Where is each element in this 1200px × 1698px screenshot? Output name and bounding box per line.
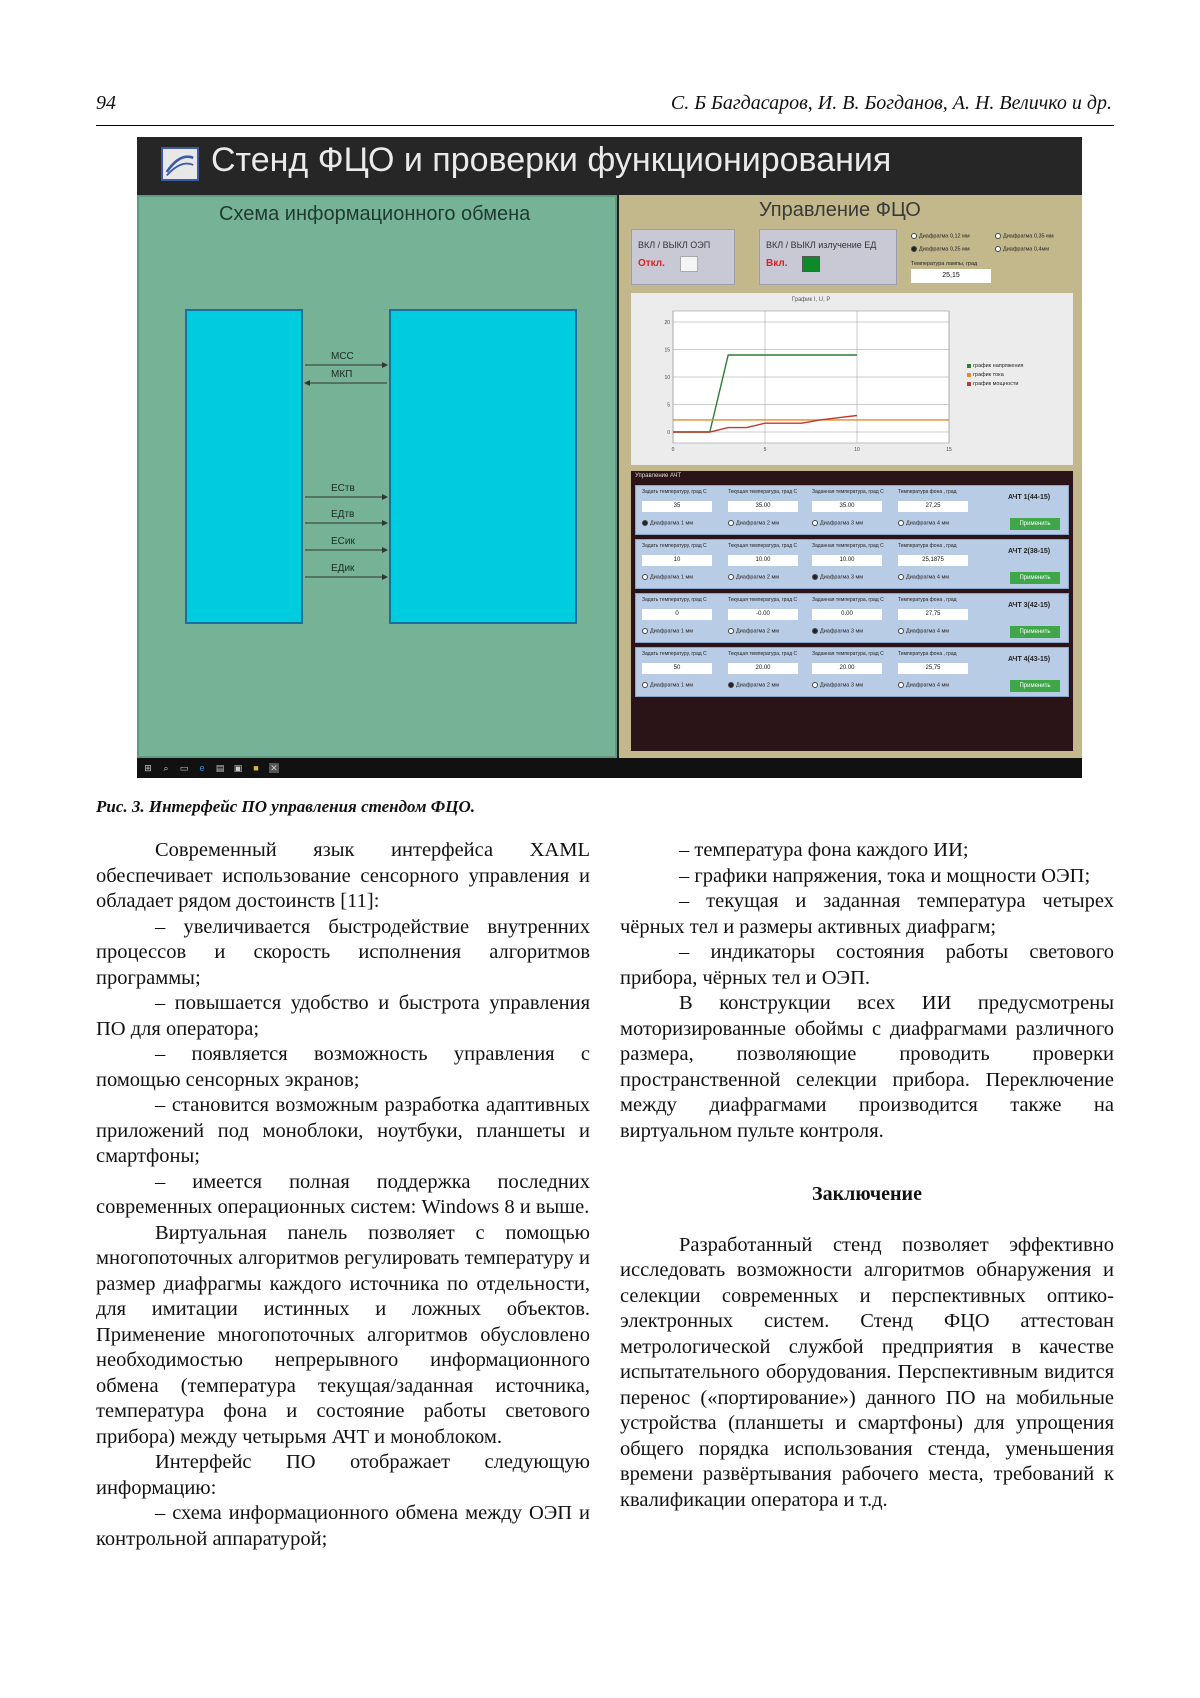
paragraph: Виртуальная панель позволяет с помощью многопоточных алгоритмов регулировать температуру и размер диафрагмы каждого источника по отдельности, для имитации истинных и ложных объектов. Применение многопоточных алгоритмов обусловлено необходимостью непрерывного информационного обмена (температура текущая/заданная источника, температура фона и состояние работы светового прибора) между четырьмя АЧТ и моноблоком. xyxy=(96,1221,590,1448)
paragraph: – температура фона каждого ИИ; xyxy=(679,839,969,861)
oep-toggle-state: Откл. xyxy=(638,258,665,269)
figure-caption: Рис. 3. Интерфейс ПО управления стендом ФЦО. xyxy=(96,797,475,816)
ach-set-field[interactable]: 50 xyxy=(642,663,712,674)
signal-label: МКП xyxy=(331,369,353,380)
diaphragm-option[interactable]: Диафрагма 0,12 мм xyxy=(911,233,970,239)
ach-row xyxy=(635,539,1069,589)
ach-background-field: 25,75 xyxy=(898,663,968,674)
ach-column-header: Задать температуру, град С xyxy=(642,489,707,495)
paragraph: В конструкции всех ИИ предусмотрены моторизированные обоймы с диафрагмами различного размера, позволяющие проводить проверки пространственной селекции прибора. Переключение между диафрагмами производится также на виртуальном пульте контроля. xyxy=(620,992,1114,1142)
y-tick-label: 0 xyxy=(667,430,670,436)
software-screenshot xyxy=(137,137,1082,778)
ach-set-field[interactable]: 0 xyxy=(642,609,712,620)
radio-icon xyxy=(898,574,904,580)
radio-icon xyxy=(642,574,648,580)
diaphragm-option[interactable]: Диафрагма 0,35 мм xyxy=(995,233,1054,239)
ach-current-field: 35.00 xyxy=(728,501,798,512)
ed-toggle-box xyxy=(759,229,897,285)
ach-column-header: Задать температуру, град С xyxy=(642,651,707,657)
apply-button[interactable]: Применить xyxy=(1010,626,1060,638)
radio-icon xyxy=(911,233,917,239)
ach-diaphragm-option[interactable]: Диафрагма 2 мм xyxy=(728,574,779,580)
radio-icon xyxy=(911,246,917,252)
ach-diaphragm-option[interactable]: Диафрагма 1 мм xyxy=(642,520,693,526)
running-header xyxy=(96,92,1114,126)
chart-title: График I, U, P xyxy=(791,297,831,303)
ed-toggle-switch[interactable] xyxy=(802,256,820,272)
oep-toggle-label: ВКЛ / ВЫКЛ ОЭП xyxy=(638,240,711,250)
oep-toggle-box xyxy=(631,229,735,285)
conclusion-heading: Заключение xyxy=(812,1183,922,1205)
running-authors: С. Б Багдасаров, И. В. Богданов, А. Н. Величко и др. xyxy=(670,92,1112,114)
ach-current-field: 10.00 xyxy=(728,555,798,566)
ach-column-header: Заданная температура, град С xyxy=(812,651,884,657)
x-tick-label: 5 xyxy=(763,447,767,453)
ach-target-field: 10.00 xyxy=(812,555,882,566)
radio-icon xyxy=(812,520,818,526)
ach-diaphragm-option[interactable]: Диафрагма 4 мм xyxy=(898,628,949,634)
diaphragm-option[interactable]: Диафрагма 0,25 мм xyxy=(911,246,970,252)
ach-name: АЧТ 3(42-15) xyxy=(1008,602,1051,609)
x-tick-label: 10 xyxy=(854,447,860,453)
x-tick-label: 15 xyxy=(946,447,952,453)
app-title: Стенд ФЦО и проверки функционирования xyxy=(211,141,892,179)
ach-set-field[interactable]: 10 xyxy=(642,555,712,566)
app-titlebar xyxy=(137,137,1082,195)
ach-row xyxy=(635,647,1069,697)
apply-button[interactable]: Применить xyxy=(1010,680,1060,692)
ach-diaphragm-option[interactable]: Диафрагма 1 мм xyxy=(642,628,693,634)
ach-column-header: Задать температуру, град С xyxy=(642,543,707,549)
y-tick-label: 10 xyxy=(664,375,670,381)
chart-legend xyxy=(967,363,1024,390)
ach-diaphragm-option[interactable]: Диафрагма 3 мм xyxy=(812,682,863,688)
radio-icon xyxy=(995,246,1001,252)
ach-diaphragm-option[interactable]: Диафрагма 1 мм xyxy=(642,574,693,580)
ach-column-header: Текущая температура, град С xyxy=(728,543,798,549)
ach-target-field: 0.00 xyxy=(812,609,882,620)
lamp-temp-label: Температура лампы, град xyxy=(911,261,978,267)
ach-column-header: Текущая температура, град С xyxy=(728,651,798,657)
device-block-right xyxy=(389,309,577,624)
ach-diaphragm-option[interactable]: Диафрагма 4 мм xyxy=(898,520,949,526)
info-exchange-title: Схема информационного обмена xyxy=(219,203,531,225)
y-tick-label: 15 xyxy=(664,347,670,354)
ach-panel-title: Управление АЧТ xyxy=(635,473,682,479)
signal-label: ЕДик xyxy=(331,563,355,574)
conclusion-paragraph: Разработанный стенд позволяет эффективно исследовать возможности алгоритмов обнаружения и селекции современных и перспективных оптико-электронных систем. Стенд ФЦО аттестован метрологической службой предприятия в качестве испытательного оборудования. Перспективным видится перенос («портирование») данного ПО на мобильные устройства (планшеты и смартфоны) для упрощения общего порядка использования стенда, уменьшения времени развёртывания рабочего места, требований к квалификации оператора и т.д. xyxy=(620,1233,1114,1511)
ach-diaphragm-option[interactable]: Диафрагма 2 мм xyxy=(728,682,779,688)
paragraph: – становится возможным разработка адаптивных приложений под моноблоки, ноутбуки, планшеты и смартфоны; xyxy=(96,1094,590,1167)
radio-icon xyxy=(898,628,904,634)
ach-diaphragm-option[interactable]: Диафрагма 1 мм xyxy=(642,682,693,688)
start-icon[interactable]: ⊞ xyxy=(144,763,152,773)
radio-icon xyxy=(728,574,734,580)
signal-label: ЕСик xyxy=(331,536,355,547)
legend-item: график напряжения xyxy=(967,363,1024,369)
store-icon[interactable]: ▣ xyxy=(233,763,243,773)
ach-diaphragm-option[interactable]: Диафрагма 4 мм xyxy=(898,682,949,688)
ach-current-field: 20.00 xyxy=(728,663,798,674)
radio-icon xyxy=(812,628,818,634)
ach-column-header: Задать температуру, град С xyxy=(642,597,707,603)
radio-icon xyxy=(728,520,734,526)
signal-label: МСС xyxy=(331,351,354,362)
signal-label: ЕСтв xyxy=(331,483,355,494)
y-tick-label: 20 xyxy=(664,320,670,326)
paragraph: – схема информационного обмена между ОЭП и контрольной аппаратурой; xyxy=(96,1502,590,1550)
paragraph: – графики напряжения, тока и мощности ОЭП; xyxy=(679,864,1091,887)
signal-label: ЕДтв xyxy=(331,509,355,520)
radio-icon xyxy=(642,520,648,526)
radio-icon xyxy=(812,682,818,688)
ach-row xyxy=(635,485,1069,535)
info-exchange-panel xyxy=(137,195,617,758)
iup-chart xyxy=(659,307,959,457)
ach-diaphragm-option[interactable]: Диафрагма 3 мм xyxy=(812,574,863,580)
lamp-diaphragm-group xyxy=(899,229,1075,285)
ach-background-field: 27,25 xyxy=(898,501,968,512)
ach-column-header: Заданная температура, град С xyxy=(812,489,884,495)
device-block-left xyxy=(185,309,303,624)
legend-item: график тока xyxy=(967,372,1024,378)
ach-diaphragm-option[interactable]: Диафрагма 4 мм xyxy=(898,574,949,580)
ach-background-field: 27,75 xyxy=(898,609,968,620)
app-logo-icon xyxy=(161,147,199,181)
paragraph: – текущая и заданная температура четырех чёрных тел и размеры активных диафрагм; xyxy=(620,890,1114,938)
radio-icon xyxy=(728,682,734,688)
lamp-temp-field[interactable]: 25,15 xyxy=(911,269,991,283)
radio-icon xyxy=(898,682,904,688)
ed-toggle-label: ВКЛ / ВЫКЛ излучение ЕД xyxy=(766,240,877,250)
ach-background-field: 25,1875 xyxy=(898,555,968,566)
ach-target-field: 20.00 xyxy=(812,663,882,674)
radio-icon xyxy=(812,574,818,580)
ach-column-header: Температура фона , град xyxy=(898,543,957,549)
task-view-icon[interactable]: ▭ xyxy=(179,763,189,773)
radio-icon xyxy=(642,628,648,634)
paragraph: – появляется возможность управления с помощью сенсорных экранов; xyxy=(96,1043,590,1091)
ach-column-header: Текущая температура, град С xyxy=(728,597,798,603)
ach-set-field[interactable]: 35 xyxy=(642,501,712,512)
active-app-icon[interactable]: ✕ xyxy=(270,763,278,773)
radio-icon xyxy=(642,682,648,688)
fco-control-panel xyxy=(619,195,1082,758)
paragraph: – увеличивается быстродействие внутренних процессов и скорость исполнения алгоритмов программы; xyxy=(96,915,590,989)
ach-row xyxy=(635,593,1069,643)
ach-name: АЧТ 4(43-15) xyxy=(1008,656,1051,663)
diaphragm-option[interactable]: Диафрагма 0,4мм xyxy=(995,246,1049,252)
ach-diaphragm-option[interactable]: Диафрагма 2 мм xyxy=(728,520,779,526)
ach-target-field: 35.00 xyxy=(812,501,882,512)
ach-diaphragm-option[interactable]: Диафрагма 3 мм xyxy=(812,520,863,526)
browser-icon[interactable]: e xyxy=(199,763,205,773)
radio-icon xyxy=(728,628,734,634)
ach-name: АЧТ 1(44-15) xyxy=(1008,494,1051,501)
ach-column-header: Заданная температура, град С xyxy=(812,597,884,603)
paragraph: – повышается удобство и быстрота управления ПО для оператора; xyxy=(96,992,590,1040)
ach-column-header: Текущая температура, град С xyxy=(728,489,798,495)
radio-icon xyxy=(995,233,1001,239)
folder-icon[interactable]: ▤ xyxy=(215,763,225,773)
ach-diaphragm-option[interactable]: Диафрагма 3 мм xyxy=(812,628,863,634)
app-icon[interactable]: ■ xyxy=(253,763,259,773)
right-column-body xyxy=(620,838,1114,1144)
paragraph: – имеется полная поддержка последних современных операционных систем: Windows 8 и выше. xyxy=(96,1170,590,1218)
ach-current-field: -0.00 xyxy=(728,609,798,620)
ach-diaphragm-option[interactable]: Диафрагма 2 мм xyxy=(728,628,779,634)
iup-chart-box xyxy=(631,293,1073,465)
paragraph: Современный язык интерфейса XAML обеспечивает использование сенсорного управления и обладает рядом достоинств [11]: xyxy=(96,839,590,912)
y-tick-label: 5 xyxy=(667,402,670,409)
ach-column-header: Температура фона , град xyxy=(898,489,957,495)
ed-toggle-state: Вкл. xyxy=(766,258,788,269)
ach-name: АЧТ 2(38-15) xyxy=(1008,548,1051,555)
apply-button[interactable]: Применить xyxy=(1010,518,1060,530)
page-number: 94 xyxy=(96,92,116,114)
ach-column-header: Заданная температура, град С xyxy=(812,543,884,549)
left-text-column xyxy=(96,838,590,1552)
radio-icon xyxy=(898,520,904,526)
oep-toggle-switch[interactable] xyxy=(680,256,698,272)
fco-control-title: Управление ФЦО xyxy=(759,199,921,221)
right-text-column xyxy=(620,838,1114,1513)
ach-column-header: Температура фона , град xyxy=(898,597,957,603)
ach-control-panel xyxy=(631,471,1073,751)
paragraph: – индикаторы состояния работы светового прибора, чёрных тел и ОЭП. xyxy=(620,941,1114,989)
search-icon[interactable]: ⌕ xyxy=(163,763,169,773)
x-tick-label: 0 xyxy=(671,447,675,453)
apply-button[interactable]: Применить xyxy=(1010,572,1060,584)
taskbar xyxy=(137,758,1082,778)
ach-column-header: Температура фона , град xyxy=(898,651,957,657)
legend-item: график мощности xyxy=(967,381,1024,387)
paragraph: Интерфейс ПО отображает следующую информацию: xyxy=(96,1451,590,1499)
